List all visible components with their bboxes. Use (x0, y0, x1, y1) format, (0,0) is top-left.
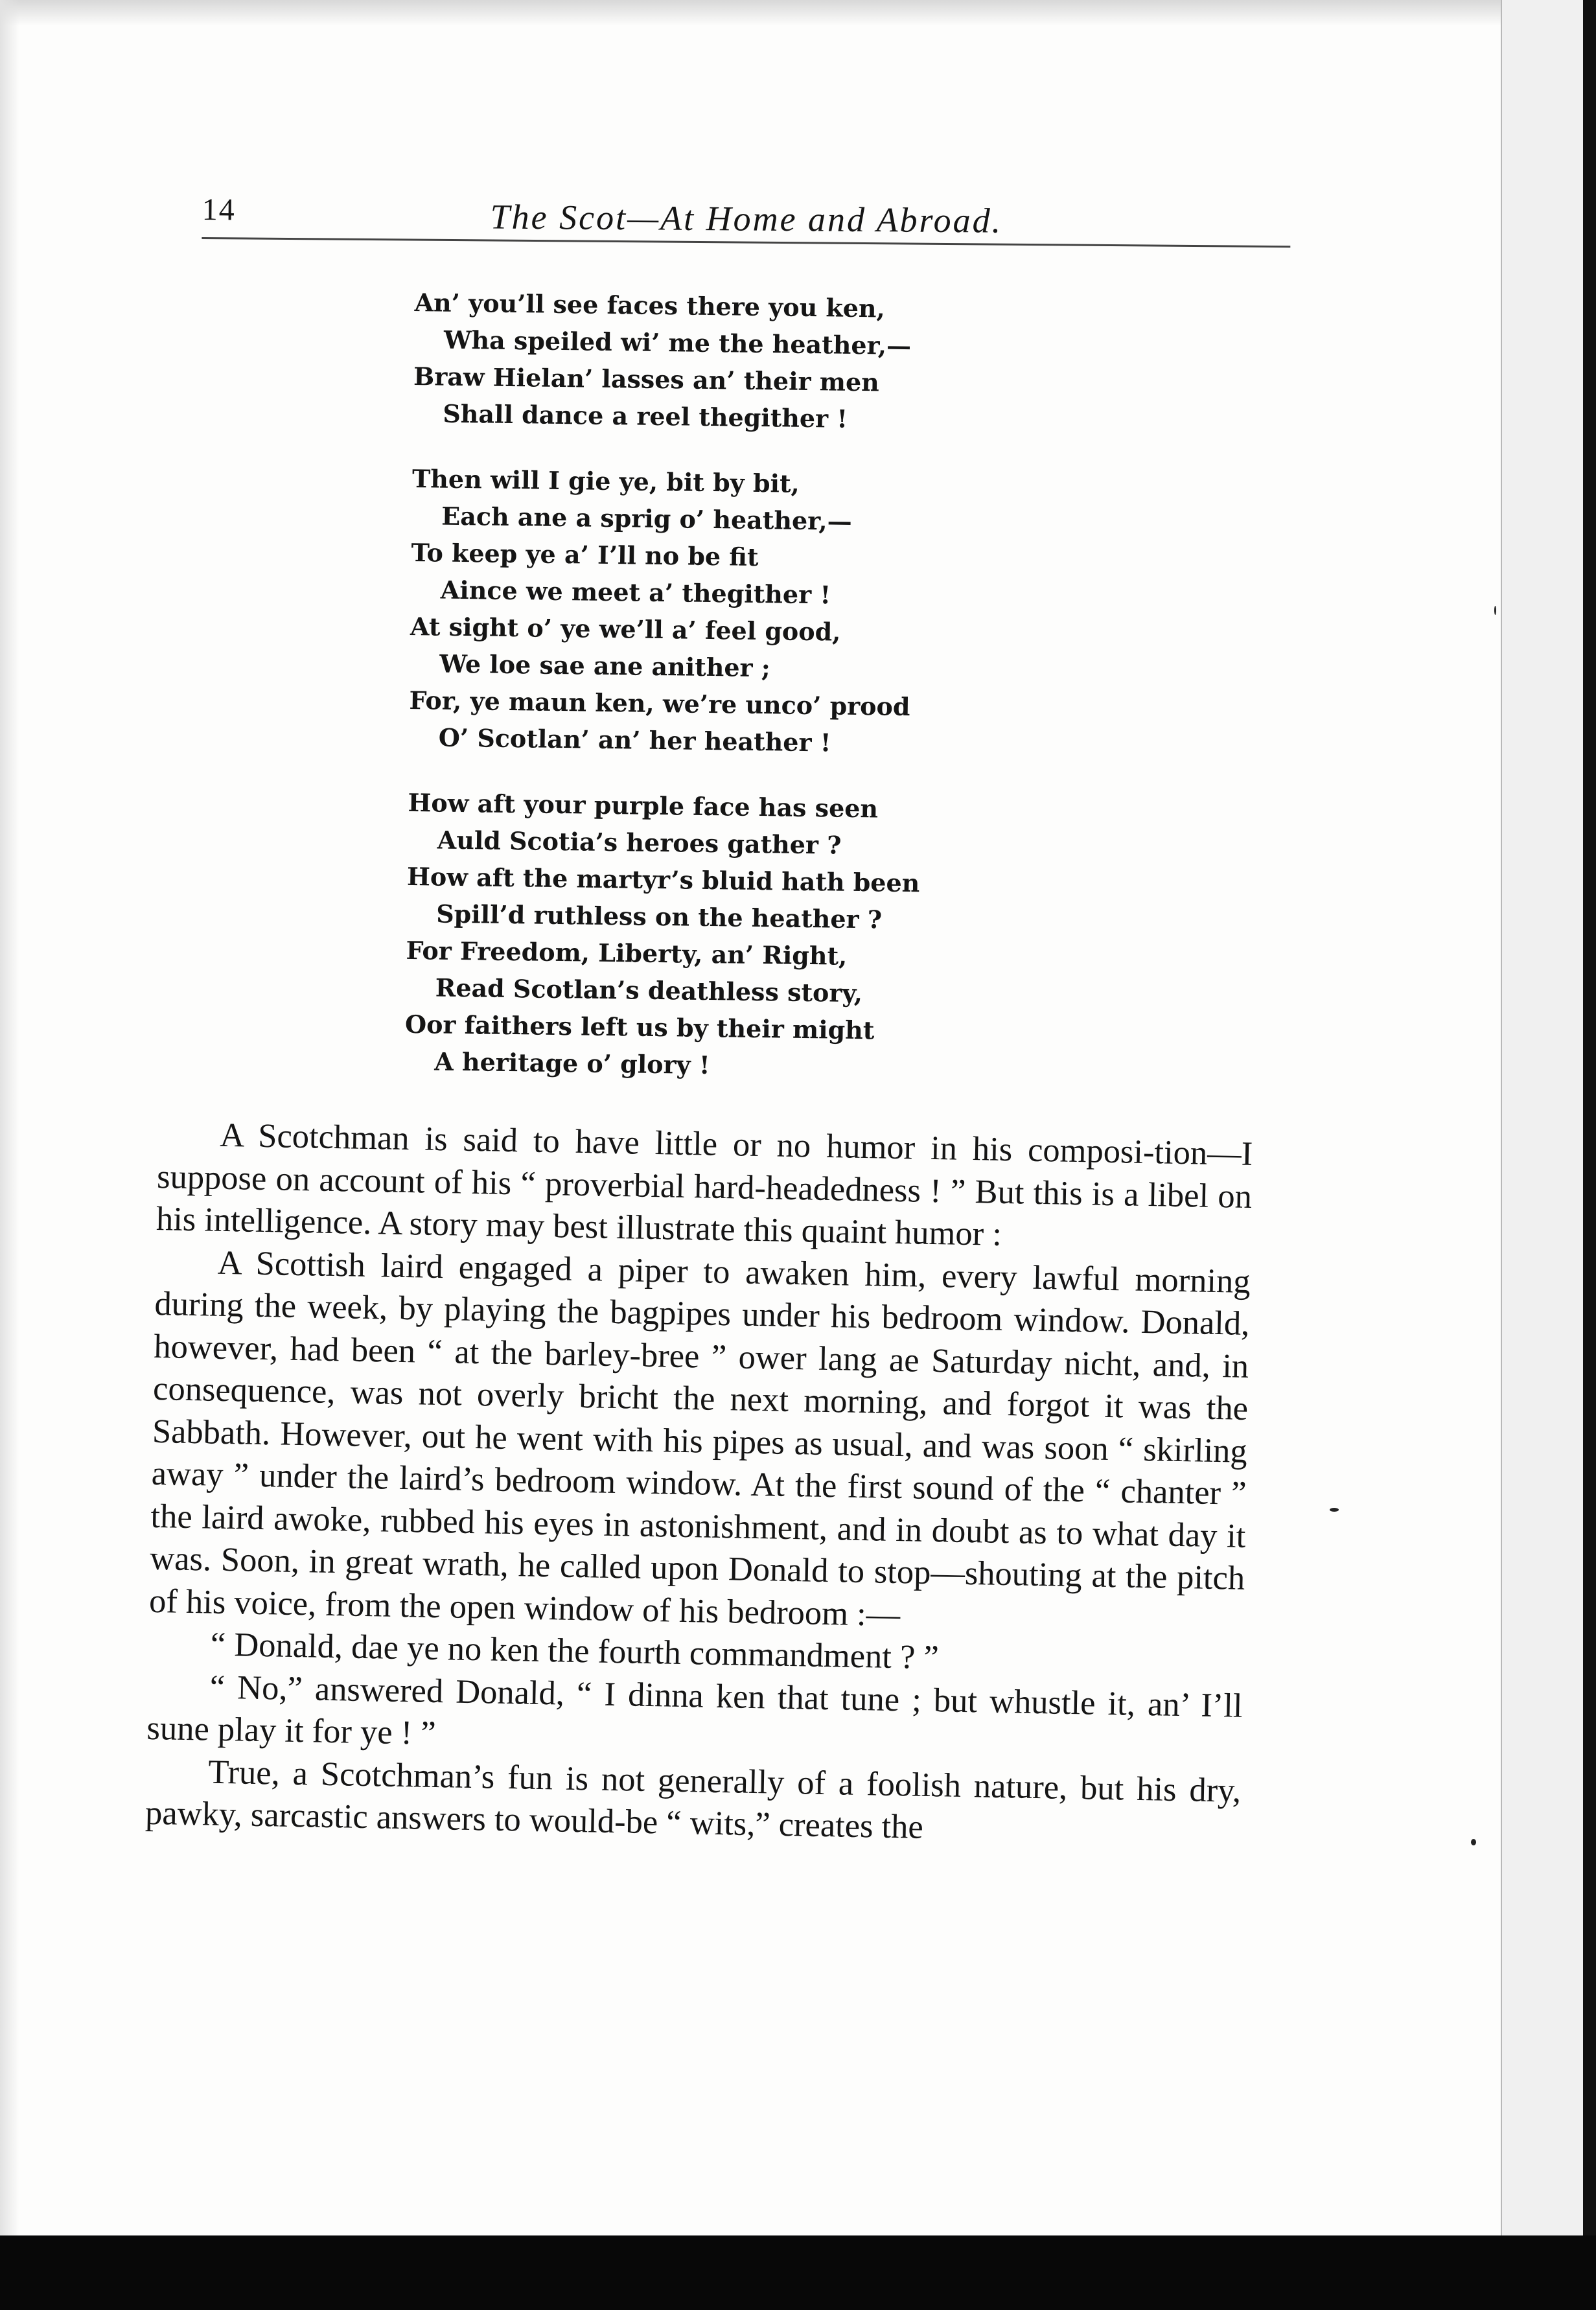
poem-line: Spill’d ruthless on the heather ? (435, 899, 883, 934)
poem-line: How aft your purple face has seen (408, 787, 879, 824)
poem-line: Each ane a sprig o’ heather,— (441, 501, 852, 536)
scan-right-edge (1501, 0, 1596, 2235)
page-number: 14 (202, 192, 236, 227)
poem-line: O’ Scotlan’ an’ her heather ! (438, 722, 831, 757)
scan-speck (1330, 1508, 1339, 1512)
scan-left-fold (0, 0, 19, 2310)
poem-stanza (413, 284, 998, 439)
running-title: The Scot—At Home and Abroad. (490, 197, 1003, 240)
scan-speck (1471, 1839, 1476, 1845)
poem (404, 284, 998, 1087)
poem-line: For Freedom, Liberty, an’ Right, (406, 935, 848, 971)
poem-line: Shall dance a reel thegither ! (443, 398, 848, 433)
running-head (202, 187, 1291, 247)
scan-top-shadow (0, 0, 1596, 26)
poem-line: Wha speiled wi’ me the heather,— (443, 325, 912, 361)
poem-line: For, ye maun ken, we’re unco’ prood (409, 685, 910, 722)
poem-line: How aft the martyr’s bluid hath been (406, 861, 920, 898)
poem-line: Aince we meet a’ thegither ! (440, 575, 831, 610)
poem-line: Auld Scotia’s heroes gather ? (437, 825, 842, 860)
prose-body (145, 1113, 1253, 1854)
paragraph: A Scottish laird engaged a piper to awaken him, every lawful morning during the week, by playing the bagpipes under his bedroom window. Donald, however, had been “ at the barley-bree ” ower lang ae Saturday nicht, and, in consequence, was not overly bricht the next morning, and forgot it was the Sabbath. However, out he went with his pipes as usual, and was soon “ skirling away ” under the laird’s bedroom window. At the first sound of the “ chanter ” the laird awoke, rubbed his eyes in astonishment, and in doubt as to what day it was. Soon, in great wrath, he called upon Donald to stop—shouting at the pitch of his voice, from the open window of his bedroom :— (148, 1243, 1251, 1634)
paragraph: True, a Scotchman’s fun is not generally of a foolish nature, but his dry, pawky, sarcastic answers to would-be “ wits,” creates the (145, 1753, 1242, 1846)
poem-stanza (404, 784, 991, 1087)
paragraph: “ No,” answered Donald, “ I dinna ken that tune ; but whustle it, an’ I’ll sune play it for ye ! ” (146, 1668, 1243, 1753)
poem-line: A heritage o’ glory ! (434, 1046, 710, 1080)
poem-line: Then will I gie ye, bit by bit, (411, 463, 800, 498)
poem-stanza (408, 460, 995, 763)
paragraph: A Scotchman is said to have little or no humor in his composi-tion—I suppose on account of his “ proverbial hard-headedness ! ” But this is a libel on his intelligence. A story may best illustrate this quaint humor : (156, 1116, 1253, 1253)
poem-line: Braw Hielan’ lasses an’ their men (413, 361, 880, 397)
poem-line: At sight o’ ye we’ll a’ feel good, (410, 611, 841, 647)
poem-line: We loe sae ane anither ; (439, 649, 771, 683)
scan-speck (1494, 606, 1496, 615)
poem-line: An’ you’ll see faces there you ken, (414, 287, 886, 323)
paragraph: “ Donald, dae ye no ken the fourth commandment ? ” (210, 1625, 940, 1677)
scan-bottom-band (0, 2235, 1596, 2310)
poem-line: Read Scotlan’s deathless story, (435, 973, 863, 1008)
poem-line: Oor faithers left us by their might (404, 1009, 875, 1045)
poem-line: To keep ye a’ I’ll no be fit (411, 537, 759, 572)
